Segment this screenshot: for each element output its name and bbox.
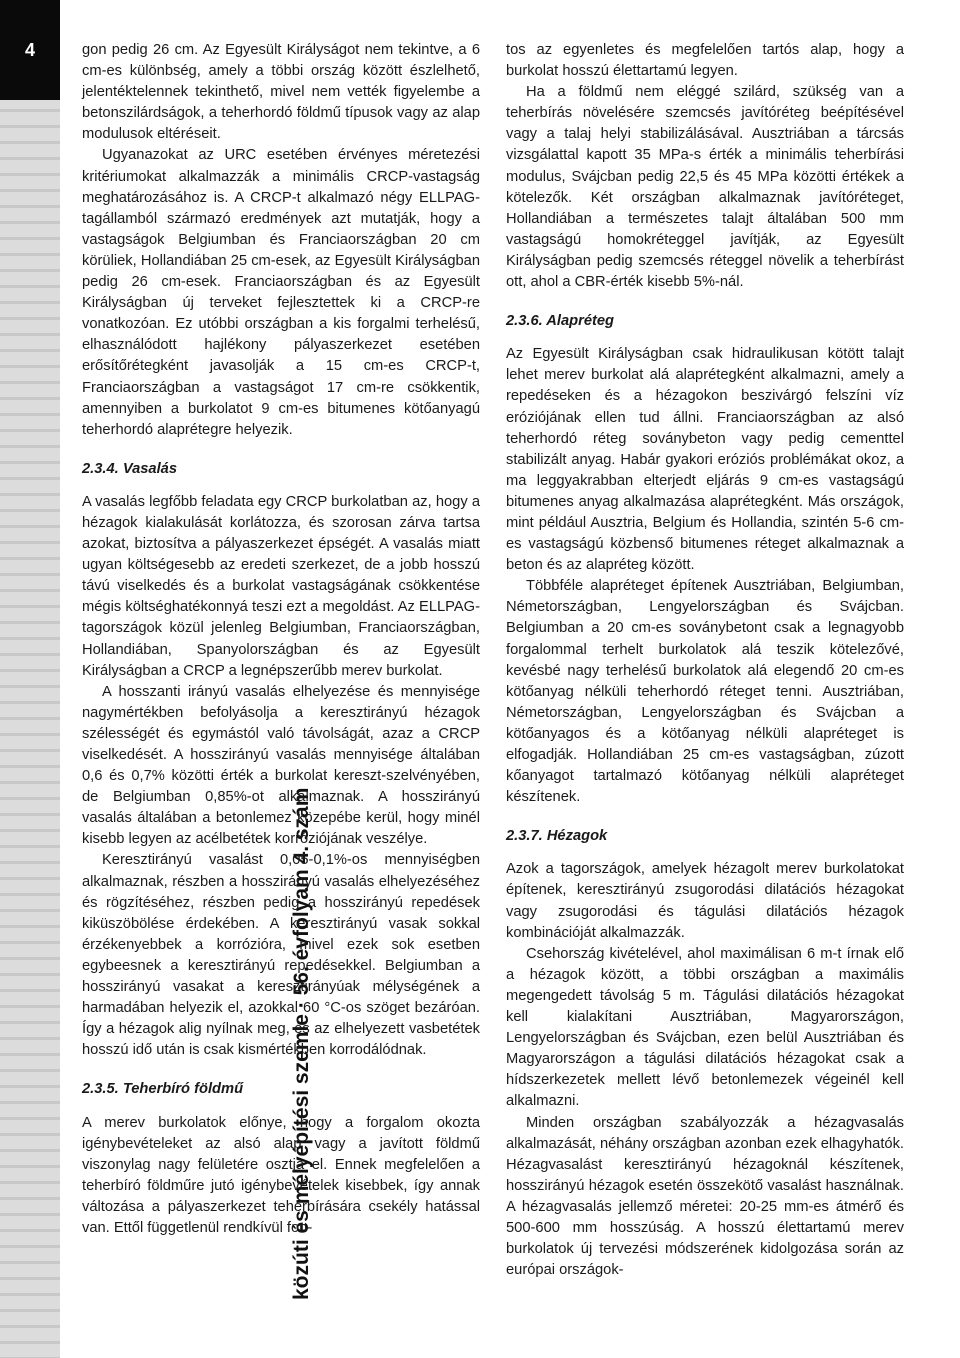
paragraph: A vasalás legfőbb feladata egy CRCP burkolatban az, hogy a hézagok kialakulását korlátozza, és szorosan zárva tartsa azokat, biztosítva a pályaszerkezet épségét. A vasalás miatt ugyan költségesebb az eredeti szerkezet, de a jobb hosszú távú viselkedés és a burkolat vastagságának csökkentése mégis költséghatékonnyá teszi ezt a megoldást. Az ELLPAG-tagországok közül jelenleg Belgiumban, Franciaországban, Hollandiában, Spanyolországban és az Egyesült Királyságban a CRCP a legnépszerűbb merev burkolat.	[82, 493, 480, 679]
left-column	[82, 40, 480, 1239]
paragraph: Csehország kivételével, ahol maximálisan 6 m-t írnak elő a hézagok között, a többi országban a maximális megengedett távolság 5 m. Tágulási dilatációs hézagokat kell kialakítani Ausztriában, Magyarországon, Lengyelországban és Svájcban, ezen belül Ausztriában és Magyarországon a tágulási dilatációs hézagokat csak a hídszerkezetek mellett lévő betonlemezek végeinél kell alkalmazni.	[506, 945, 904, 1110]
paragraph: tos az egyenletes és megfelelően tartós alap, hogy a burkolat hosszú élettartamú legyen.	[506, 42, 904, 80]
paragraph: gon pedig 26 cm. Az Egyesült Királyságot nem tekintve, a 6 cm-es különbség, amely a többi ország között észlelhető, jelentéktelennek tekinthető, mivel nem vették figyelembe a betonszilárdságok, a teherhordó földmű típusok vagy az alap modulusok eltéréseit.	[82, 42, 480, 143]
paragraph: Ugyanazokat az URC esetében érvényes méretezési kritériumokat alkalmazzák a minimális CRCP-vastagság meghatározásához is. A CRCP-t alkalmazó négy ELLPAG-tagállamból származó eredmények azt mutatják, hogy a vastagságok Belgiumban és Franciaországban 20 cm körüliek, Hollandiában 25 cm-esek, az Egyesült Királyságban pedig 26 cm-esek. Franciaországban és az Egyesült Királyságban új terveket fejlesztettek ki a CRCP-re vonatkozóan. Ez utóbbi országban a kis forgalmi terhelésű, elhasználódott hajlékony pályaszerkezet esetében erősítőrétegként javasolják a 15 cm-es CRCP-t, Franciaországban a vastagságot 17 cm-re csökkentik, amennyiben a burkolatot 9 cm-es bitumenes kötőanyagú teherhordó alaprétegre helyezik.	[82, 147, 480, 438]
journal-title: közúti és mélyépítési szemle · 56. évfolyam 4. szám	[290, 787, 313, 1300]
section-heading: 2.3.4. Vasalás	[82, 460, 178, 477]
paragraph: Minden országban szabályozzák a hézagvasalás alkalmazását, néhány országban azonban ezek elhagyhatók. Hézagvasalást keresztirányú hézagoknál készítenek, hosszirányú hézagok esetén összekötő vasalást használnak. A hézagvasalás jellemző méretei: 20-25 mm-es átmérő és 500-600 mm hosszúság. A hosszú élettartamú merev burkolatok új tervezési módszerének kidolgozása során az európai országok-	[506, 1114, 904, 1279]
section-heading: 2.3.7. Hézagok	[506, 828, 608, 845]
paragraph: Keresztirányú vasalást 0,05-0,1%-os mennyiségben alkalmaznak, részben a hosszirányú vasalás elhelyezéséhez és rögzítéséhez, részben pedig a hosszirányú repedések kiküszöbölése érdekében. A keresztirányú vasak sokkal érzékenyebbek a korrózióra, mivel ezek sok esetben egybeesnek a keresztirányú repedésekkel. Belgiumban a hosszirányú vasakat a keresztirányúak mélységének a harmadában helyezik el, azokkal 60 °C-os szöget bezáróan. Így a hézagok alig nyílnak meg, és az elhelyezett vasbetétek hosszú idő után is csak kismértékben korrodálódnak.	[82, 852, 480, 1059]
sidebar-stripe	[0, 0, 60, 1358]
section-heading: 2.3.5. Teherbíró földmű	[82, 1081, 244, 1098]
paragraph: A merev burkolatok előnye, hogy a forgalom okozta igénybevételeket az alsó alap vagy a javított földmű viszonylag nagy felületére osztja el. Ennek megfelelően a teherbíró földműre jutó igénybevételek kisebbek, így annak változása a pályaszerkezet teherbírására csekély hatással van. Ettől függetlenül rendkívül fon-	[82, 1114, 480, 1236]
paragraph: Az Egyesült Királyságban csak hidraulikusan kötött talajt lehet merev burkolat alá alaprétegként alkalmazni, amely a repedéseken és a hézagokon beszivárgó felszíni víz eróziójának ellen tud állni. Franciaországban az alsó teherhordó réteg soványbeton vagy pedig cementtel stabilizált anyag. Habár gyakori eróziós problémákat okoz, a ma leggyakrabban elterjedt eljárás 9 cm-es vastagságú bitumenes anyag alkalmazása alaprétegként. Más országok, mint például Ausztria, Belgium és Hollandia, szintén 5-6 cm-es vastagságú közbenső bitumenes réteget alkalmaznak a beton és az alapréteg között.	[506, 346, 904, 574]
page-number-box	[0, 0, 60, 100]
paragraph: Azok a tagországok, amelyek hézagolt merev burkolatokat építenek, keresztirányú zsugorodási dilatációs hézagokat vagy zsugorodási és tágulási dilatációs hézagok kombinációját alkalmazzák.	[506, 861, 904, 941]
page-number: 4	[24, 39, 35, 60]
paragraph: A hosszanti irányú vasalás elhelyezése és mennyisége nagymértékben befolyásolja a keresztirányú hézagok szélességét és egymástól való távolságát, azaz a CRCP viselkedését. A hosszirányú vasalás mennyisége általában 0,6 és 0,7% közötti érték a burkolat kereszt-szelvényében, de Belgiumban 0,85%-ot alkalmaznak. A hosszirányú vasalás általában a betonlemez közepébe kerül, hogy minél kisebb legyen az acélbetétek korróziójának veszélye.	[82, 683, 480, 848]
section-heading: 2.3.6. Alapréteg	[506, 313, 615, 330]
paragraph: Többféle alapréteget építenek Ausztriában, Belgiumban, Németországban, Lengyelországban és Svájcban. Belgiumban a 20 cm-es soványbetont csak a legnagyobb forgalommal terhelt burkolatok alá teszik kötelezővé, kevésbé nagy terhelésű burkolatok alá elegendő 20 cm-es kötőanyag nélküli teherhordó réteget tenni. Ausztriában, Németországban, Lengyelországban és Svájcban a kötőanyagos és a kötőanyag nélküli alapréteget is elfogadják. Hollandiában 25 cm-es vastagságban, zúzott kőanyagot tartalmazó kötőanyag nélküli alapréteget készítenek.	[506, 578, 904, 806]
paragraph: Ha a földmű nem eléggé szilárd, szükség van a teherbírás növelésére szemcsés javítóréteg beépítésével vagy a talaj helyi stabilizálásával. Ausztriában a tárcsás vizsgálattal kapott 35 MPa-s érték a minimális teherbírási modulus, Svájcban pedig 22,5 és 45 MPa közötti értékek a kötelezők. Két országban alkalmaznak javítóréteget, Hollandiában a természetes talajt általában 500 mm vastagságú homokréteggel javítják, az Egyesült Királyságban pedig szemcsés réteggel növelik a teherbírást ott, ahol a CBR-érték kisebb 5%-nál.	[506, 84, 904, 291]
right-column	[506, 40, 904, 1281]
